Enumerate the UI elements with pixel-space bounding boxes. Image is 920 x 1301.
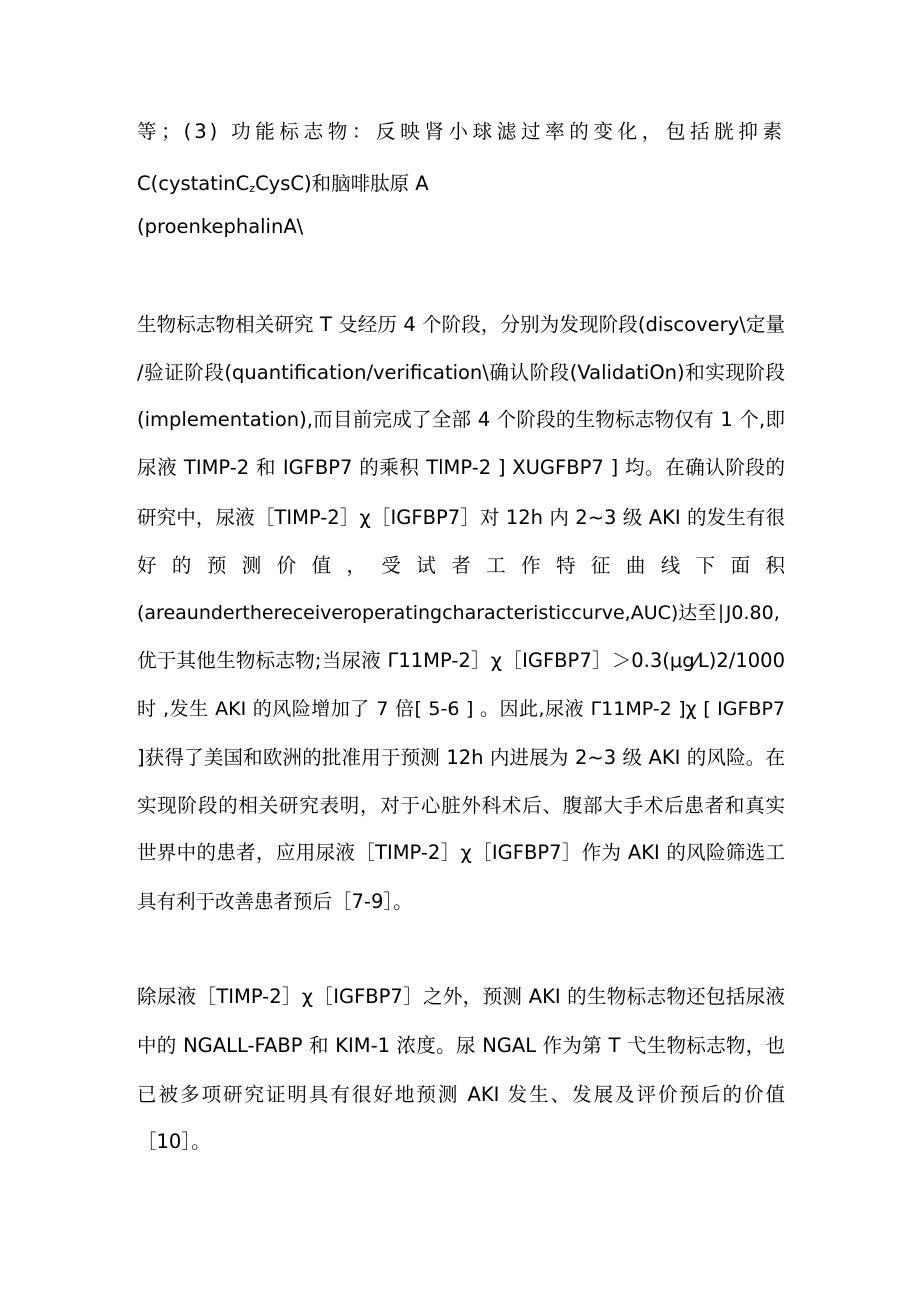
paragraph-1-line-3: (proenkephalinA\	[137, 215, 304, 238]
subscript-z: z	[249, 182, 256, 195]
cystatin-prefix: C(cystatinC	[137, 172, 250, 195]
paragraph-2-line-4: 尿液 TIMP-2 和 IGFBP7 的乘积 TlMP-2 ] XUGFBP7 ] 均。在确认阶段的	[137, 456, 785, 479]
paragraph-2-line-11: 实现阶段的相关研究表明，对于心脏外科术后、腹部大手术后患者和真实	[137, 794, 785, 817]
paragraph-2-line-1: 生物标志物相关研究 T 殳经历 4 个阶段，分别为发现阶段(discovery\定量	[137, 313, 785, 336]
paragraph-2-line-8: 优于其他生物标志物;当尿液 Γ11MP-2］χ［IGFBP7］＞0.3(μg⁄L)2/1000	[137, 649, 785, 672]
paragraph-2-line-7: (areaunderthereceiveroperatingcharacteristiccurve,AUC)达至∣J0.80,	[137, 602, 780, 624]
cystatin-suffix: CysC)和脑啡肽原 A	[255, 172, 429, 195]
paragraph-2-line-5: 研究中，尿液［TIMP-2］χ［IGFBP7］对 12h 内 2~3 级 AKI 的发生有很	[137, 506, 785, 529]
paragraph-2-line-6: 好 的 预 测 价 值 ， 受 试 者 工 作 特 征 曲 线 下 面 积	[137, 554, 785, 577]
paragraph-2-line-13: 具有利于改善患者预后［7-9］。	[137, 890, 413, 913]
paragraph-1-line-1: 等；(3) 功能标志物：反映肾小球滤过率的变化，包括胱抑素	[137, 120, 785, 143]
paragraph-3-line-1: 除尿液［TIMP-2］χ［IGFBP7］之外，预测 AKI 的生物标志物还包括尿液	[137, 985, 785, 1008]
paragraph-1-line-2	[137, 169, 429, 204]
paragraph-3-line-2: 中的 NGALL-FABP 和 KIM-1 浓度。尿 NGAL 作为第 T 弋生物标志物，也	[137, 1034, 785, 1057]
paragraph-2-line-9: 时 ,发生 AKI 的风险增加了 7 倍[ 5-6 ] 。因此,尿液 Γ11MP-2 ]χ [ IGFBP7	[137, 698, 785, 720]
paragraph-2-line-10: ]获得了美国和欧洲的批准用于预测 12h 内进展为 2~3 级 AKI 的风险。在	[137, 746, 785, 769]
paragraph-2-line-12: 世界中的患者，应用尿液［TIMP-2］χ［IGFBP7］作为 AKI 的风险筛选工	[137, 841, 785, 864]
paragraph-3-line-3: 已被多项研究证明具有很好地预测 AKI 发生、发展及评价预后的价值	[137, 1083, 785, 1106]
paragraph-2-line-2: /验证阶段(quantification/verification\确认阶段(ValidatiOn)和实现阶段	[137, 361, 785, 384]
paragraph-2-line-3: (implementation),而目前完成了全部 4 个阶段的生物标志物仅有 1 个,即	[137, 408, 785, 431]
paragraph-3-line-4: ［10］。	[137, 1130, 211, 1153]
